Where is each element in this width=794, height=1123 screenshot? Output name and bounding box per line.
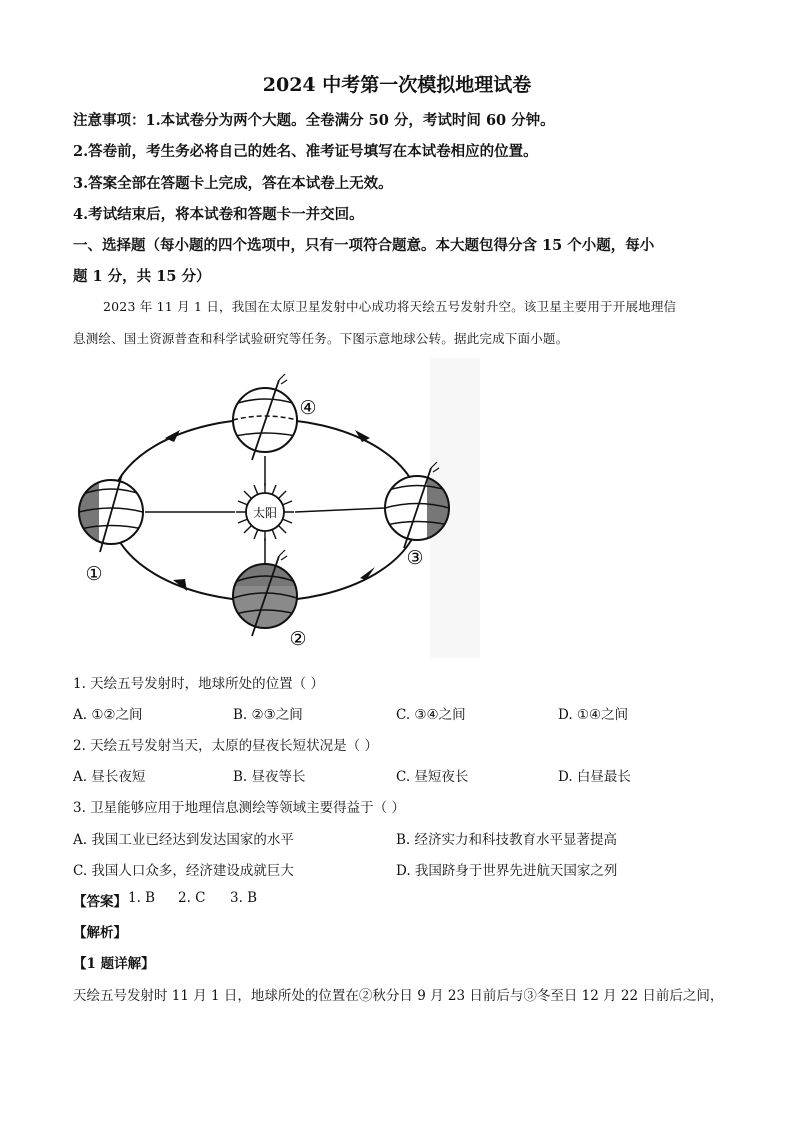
sun-label: 太阳 bbox=[252, 506, 278, 520]
question-2-option-c: C. 昼短夜长 bbox=[396, 769, 469, 785]
question-1-option-c: C. ③④之间 bbox=[396, 707, 466, 723]
intro-line1: 2023 年 11 月 1 日，我国在太原卫星发射中心成功将天绘五号发射升空。该卫星主要用于开展地理信 bbox=[103, 299, 677, 314]
position-1-label: ① bbox=[85, 563, 103, 585]
detail-tag: 【1 题详解】 bbox=[73, 956, 155, 972]
position-3-label: ③ bbox=[406, 547, 424, 569]
position-4-label: ④ bbox=[299, 397, 317, 419]
earth-revolution-diagram bbox=[70, 358, 480, 663]
sun-icon bbox=[236, 483, 294, 541]
question-3-option-c: C. 我国人口众多，经济建设成就巨大 bbox=[73, 863, 294, 879]
question-2-option-a: A. 昼长夜短 bbox=[73, 769, 146, 785]
section-heading-line1: 一、选择题（每小题的四个选项中，只有一项符合题意。本大题包得分含 15 个小题，每小 bbox=[73, 237, 655, 254]
answer-3: 3. B bbox=[230, 890, 258, 906]
question-1-stem: 1. 天绘五号发射时，地球所处的位置（ ） bbox=[73, 676, 324, 692]
earth-position-1 bbox=[79, 474, 143, 552]
note-2: 2.答卷前，考生务必将自己的姓名、准考证号填写在本试卷相应的位置。 bbox=[73, 143, 538, 160]
note-3: 3.答案全部在答题卡上完成，答在本试卷上无效。 bbox=[73, 175, 393, 192]
page-title: 2024 中考第一次模拟地理试卷 bbox=[262, 74, 532, 96]
section-heading-line2: 题 1 分，共 15 分） bbox=[73, 268, 211, 285]
question-1-option-d: D. ①④之间 bbox=[558, 707, 629, 723]
question-1-option-a: A. ①②之间 bbox=[73, 707, 143, 723]
note-1: 注意事项：1.本试卷分为两个大题。全卷满分 50 分，考试时间 60 分钟。 bbox=[73, 112, 555, 129]
question-3-option-d: D. 我国跻身于世界先进航天国家之列 bbox=[396, 863, 618, 879]
note-4: 4.考试结束后，将本试卷和答题卡一并交回。 bbox=[73, 206, 364, 223]
intro-line2: 息测绘、国土资源普查和科学试验研究等任务。下图示意地球公转。据此完成下面小题。 bbox=[73, 331, 569, 346]
earth-position-4 bbox=[233, 374, 297, 460]
question-3-stem: 3. 卫星能够应用于地理信息测绘等领域主要得益于（ ） bbox=[73, 800, 405, 816]
position-2-label: ② bbox=[289, 628, 307, 650]
question-3-option-b: B. 经济实力和科技教育水平显著提高 bbox=[396, 832, 618, 848]
answer-1: 1. B bbox=[128, 890, 156, 906]
question-3-option-a: A. 我国工业已经达到发达国家的水平 bbox=[73, 832, 294, 848]
question-2-stem: 2. 天绘五号发射当天，太原的昼夜长短状况是（ ） bbox=[73, 738, 378, 754]
answer-tag: 【答案】 bbox=[73, 894, 127, 910]
analysis-tag: 【解析】 bbox=[73, 925, 127, 941]
question-2-option-d: D. 白昼最长 bbox=[558, 769, 631, 785]
question-1-option-b: B. ②③之间 bbox=[233, 707, 303, 723]
detail-text: 天绘五号发射时 11 月 1 日，地球所处的位置在②秋分日 9 月 23 日前后与③冬至日 12 月 22 日前后之间， bbox=[73, 988, 724, 1004]
answer-2: 2. C bbox=[178, 890, 206, 906]
question-2-option-b: B. 昼夜等长 bbox=[233, 769, 306, 785]
